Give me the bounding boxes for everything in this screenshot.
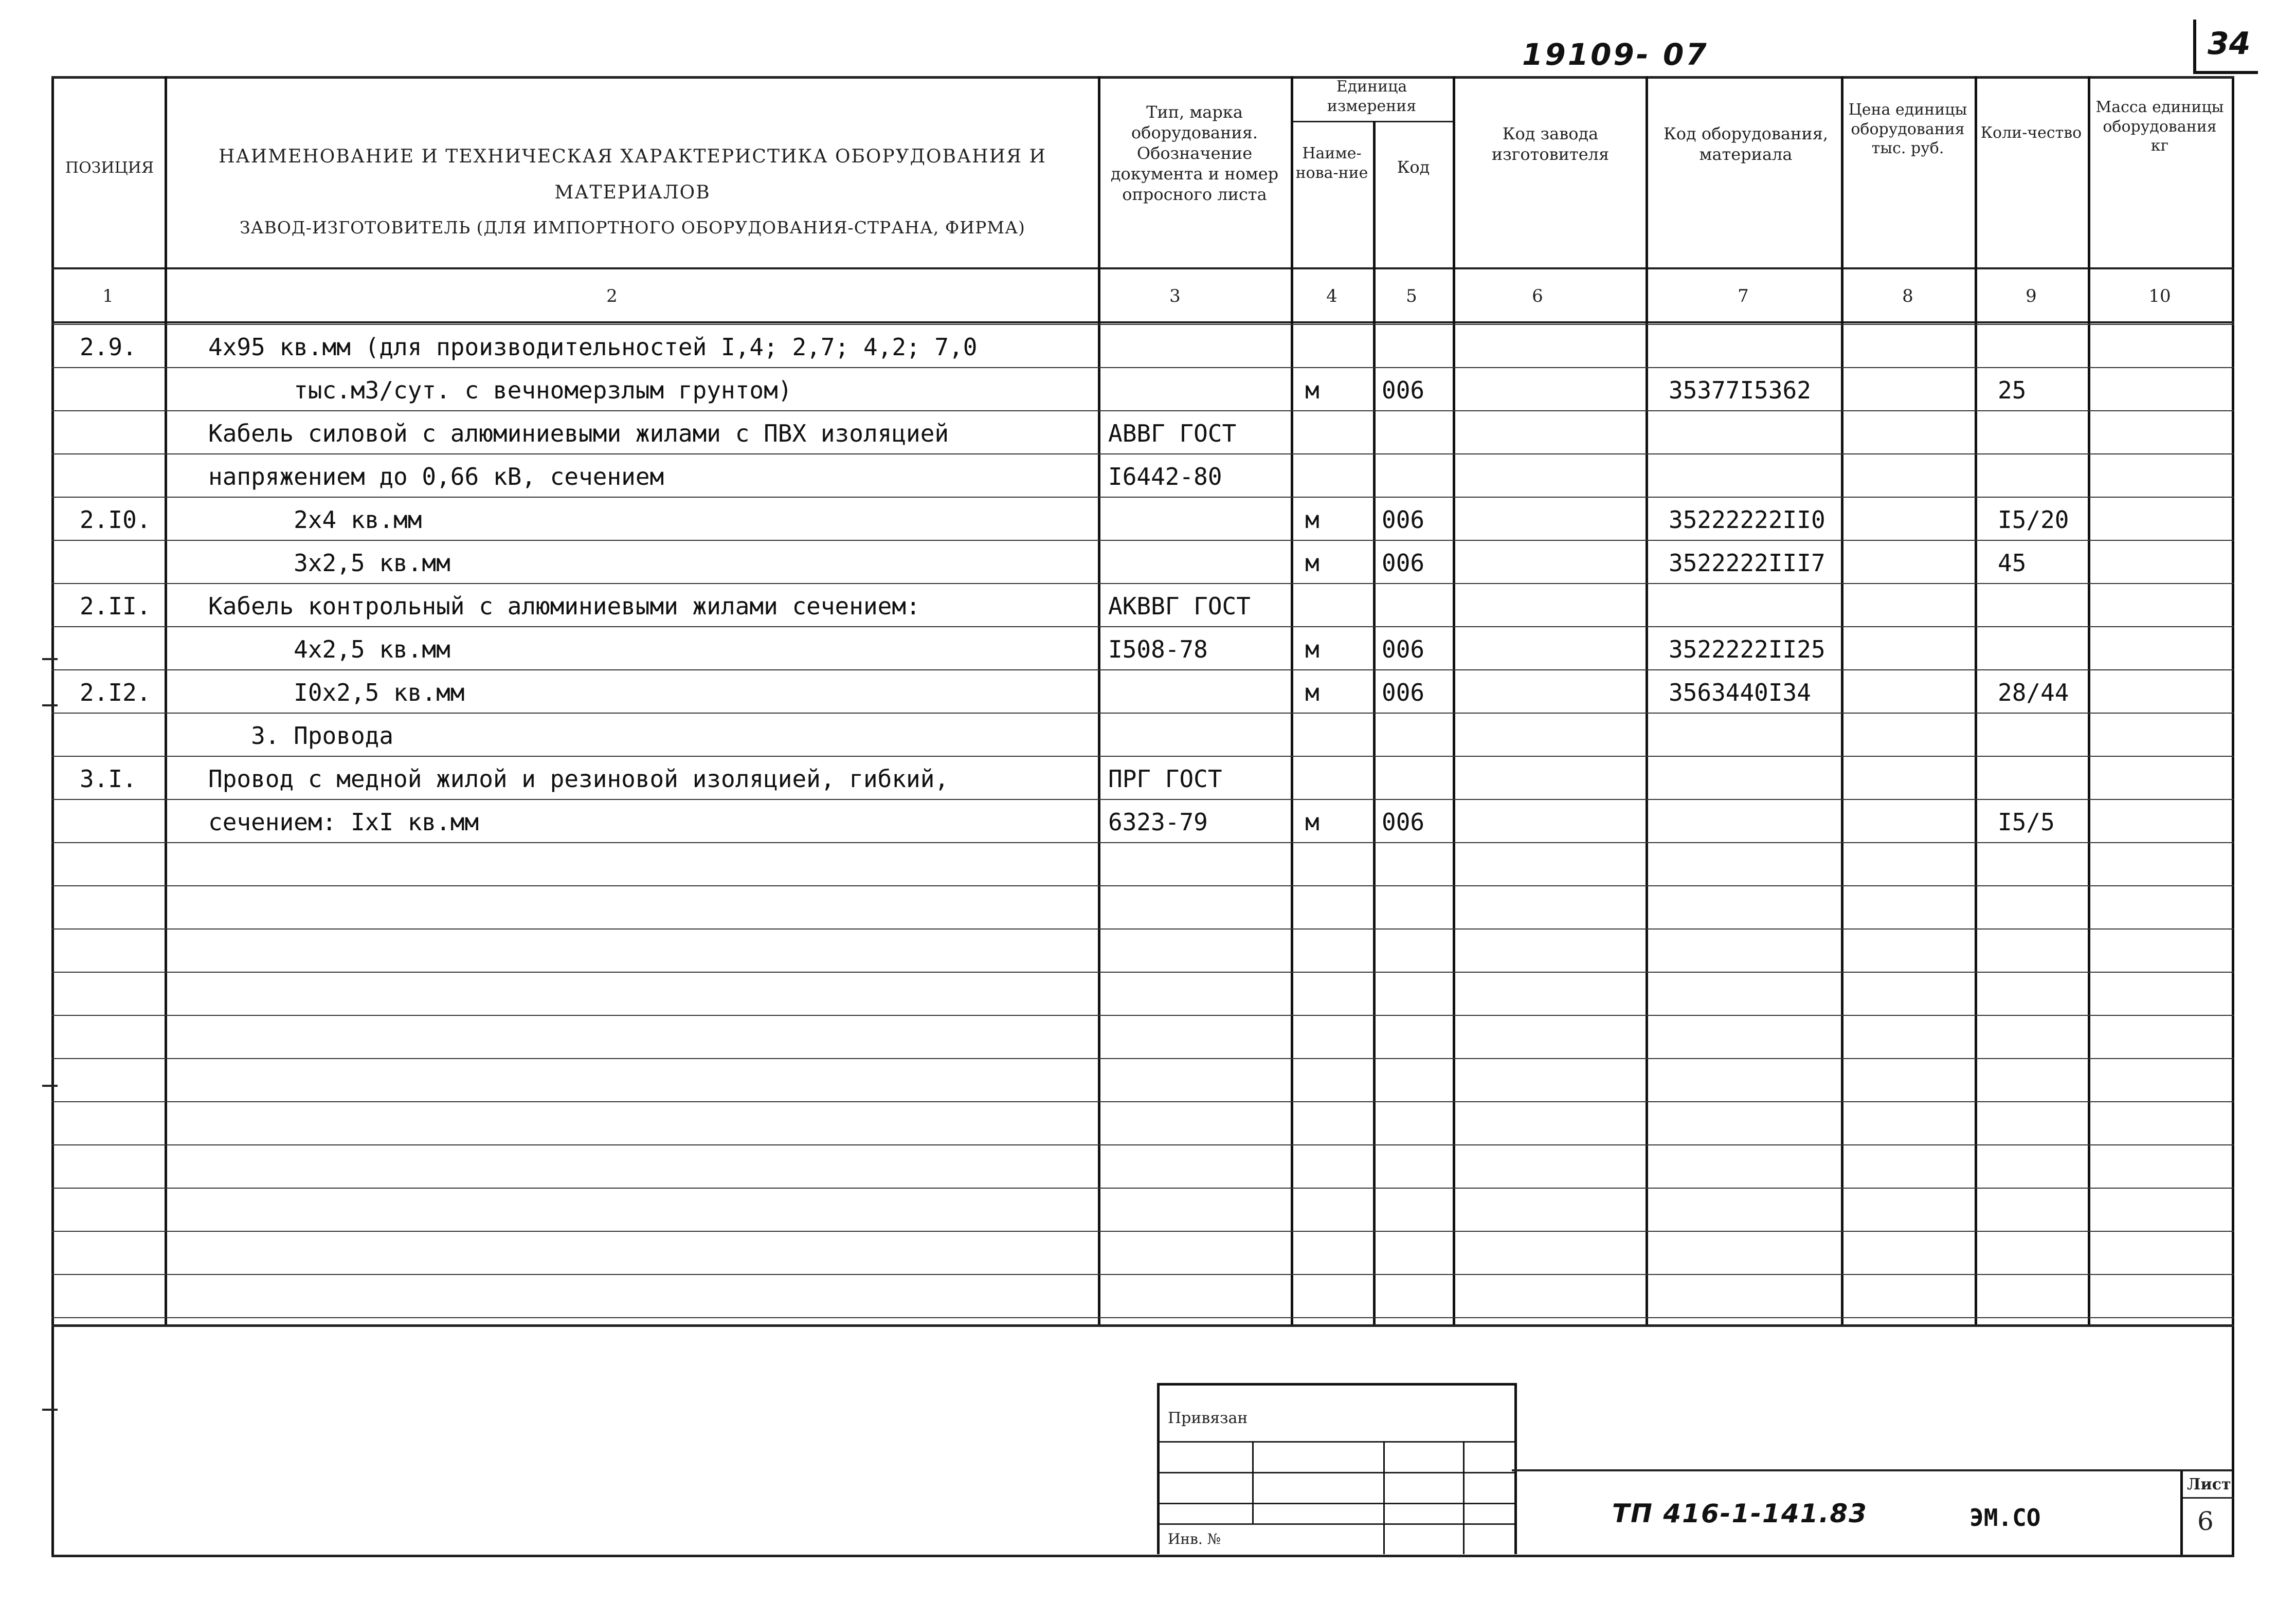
col-number-1: 1	[102, 286, 114, 306]
row-separator	[51, 1231, 2234, 1232]
row-position: 3.I.	[80, 765, 137, 793]
row-separator	[51, 1101, 2234, 1102]
header-unit-mass: Масса единицы оборудования кг	[2095, 98, 2224, 155]
row-separator	[51, 1274, 2234, 1275]
row-material-code: 3522222II25	[1669, 635, 1825, 663]
row-quantity: I5/5	[1998, 808, 2055, 836]
row-material-code: 3522222III7	[1669, 549, 1825, 577]
row-type: АВВГ ГОСТ	[1108, 420, 1237, 447]
row-separator	[51, 497, 2234, 498]
stamp-vline	[1463, 1441, 1465, 1554]
margin-tick	[42, 704, 58, 706]
row-name: Кабель силовой с алюминиевыми жилами с ПВХ изоляцией	[208, 420, 949, 447]
title-block-top	[1512, 1469, 2232, 1471]
table-bottom-line	[51, 1324, 2234, 1327]
row-separator	[51, 453, 2234, 454]
row-type: АКВВГ ГОСТ	[1108, 592, 1251, 620]
row-quantity: 25	[1998, 376, 2027, 404]
row-position: 2.II.	[80, 592, 151, 620]
margin-tick	[42, 1409, 58, 1411]
col-number-3: 3	[1169, 286, 1181, 306]
stamp-vline	[1252, 1441, 1254, 1523]
row-position: 2.I2.	[80, 679, 151, 706]
row-unit: м	[1305, 506, 1319, 534]
inventory-number-label: Инв. №	[1168, 1531, 1221, 1547]
row-separator	[51, 756, 2234, 757]
row-name: 3x2,5 кв.мм	[208, 549, 450, 577]
row-separator	[51, 1317, 2234, 1318]
row-name: тыс.м3/сут. с вечномерзлым грунтом)	[208, 376, 792, 404]
row-unit-code: 006	[1382, 549, 1425, 577]
row-unit-code: 006	[1382, 808, 1425, 836]
col-number-4: 4	[1326, 286, 1337, 306]
row-position: 2.I0.	[80, 506, 151, 534]
header-type: Тип, марка оборудования. Обозначение документа и номер опросного листа	[1110, 102, 1279, 204]
col-line-1	[165, 76, 167, 1325]
frame-bottom	[51, 1555, 2234, 1557]
col-line-8	[1975, 76, 1977, 1325]
row-separator	[51, 1188, 2234, 1189]
row-separator	[51, 1144, 2234, 1145]
row-name: сечением: IxI кв.мм	[208, 808, 479, 836]
col-line-3	[1291, 76, 1293, 1325]
sheet-label: Лист	[2187, 1476, 2231, 1493]
row-separator	[51, 367, 2234, 368]
page-number-top: 34	[2208, 26, 2251, 62]
header-quantity: Коли-чество	[1980, 124, 2082, 142]
stamp-line	[1160, 1503, 1514, 1504]
col-number-8: 8	[1902, 286, 1913, 306]
col-number-9: 9	[2026, 286, 2037, 306]
row-name: Кабель контрольный с алюминиевыми жилами сечением:	[208, 592, 920, 620]
row-unit-code: 006	[1382, 679, 1425, 706]
col-number-5: 5	[1406, 286, 1417, 306]
col-number-2: 2	[606, 286, 618, 306]
row-unit-code: 006	[1382, 635, 1425, 663]
row-unit: м	[1305, 808, 1319, 836]
header-position: ПОЗИЦИЯ	[65, 159, 154, 177]
row-name: 2x4 кв.мм	[208, 506, 422, 534]
frame-left	[51, 76, 54, 1557]
stamp-vline	[1383, 1441, 1385, 1554]
document-code-top: 19109- 07	[1522, 37, 1709, 72]
frame-top	[51, 76, 2234, 79]
row-name: напряжением до 0,66 кВ, сечением	[208, 463, 664, 490]
unit-group-line	[1291, 121, 1453, 122]
sheet-number: 6	[2197, 1506, 2214, 1536]
stamp-line	[1160, 1523, 1514, 1525]
binding-stamp	[1157, 1383, 1517, 1554]
margin-tick	[42, 1085, 58, 1087]
document-designation: ТП 416-1-141.83	[1612, 1499, 1868, 1528]
row-separator	[51, 583, 2234, 584]
row-quantity: 45	[1998, 549, 2027, 577]
row-separator	[51, 972, 2234, 973]
row-name: 4x2,5 кв.мм	[208, 635, 450, 663]
row-unit: м	[1305, 679, 1319, 706]
row-unit: м	[1305, 549, 1319, 577]
row-separator	[51, 713, 2234, 714]
row-type: 6323-79	[1108, 808, 1208, 836]
row-separator	[51, 1015, 2234, 1016]
row-quantity: I5/20	[1998, 506, 2069, 534]
row-name: Провод с медной жилой и резиновой изоляцией, гибкий,	[208, 765, 949, 793]
row-separator	[51, 669, 2234, 670]
header-unit-group: Единица измерения	[1327, 78, 1417, 115]
row-name: I0x2,5 кв.мм	[208, 679, 465, 706]
stamp-line	[1160, 1441, 1514, 1443]
header-unit-code: Код	[1397, 157, 1430, 177]
row-position: 2.9.	[80, 333, 137, 361]
sheet-code: ЭМ.СО	[1969, 1504, 2041, 1532]
row-name: 4x95 кв.мм (для производительностей I,4; 2,7; 4,2; 7,0	[208, 333, 978, 361]
row-separator	[51, 626, 2234, 627]
col-number-10: 10	[2148, 286, 2171, 306]
row-name: 3. Провода	[208, 722, 394, 750]
row-material-code: 35222222II0	[1669, 506, 1825, 534]
col-line-9	[2088, 76, 2090, 1325]
stamp-line	[1160, 1472, 1514, 1473]
sheet-box	[2180, 1470, 2234, 1555]
row-unit-code: 006	[1382, 506, 1425, 534]
header-name-line1: НАИМЕНОВАНИЕ И ТЕХНИЧЕСКАЯ ХАРАКТЕРИСТИКА ОБОРУДОВАНИЯ И	[219, 146, 1046, 167]
row-unit: м	[1305, 635, 1319, 663]
frame-right	[2232, 76, 2234, 1557]
binding-stamp-title: Привязан	[1168, 1409, 1248, 1427]
row-separator	[51, 885, 2234, 886]
header-unit-price: Цена единицы оборудования тыс. руб.	[1848, 101, 1967, 157]
row-separator	[51, 1058, 2234, 1059]
row-material-code: 35377I5362	[1669, 376, 1811, 404]
header-name-line3: ЗАВОД-ИЗГОТОВИТЕЛЬ (ДЛЯ ИМПОРТНОГО ОБОРУДОВАНИЯ-СТРАНА, ФИРМА)	[240, 217, 1025, 238]
col-line-7	[1841, 76, 1843, 1325]
header-bottom-line	[51, 267, 2234, 269]
row-separator	[51, 410, 2234, 411]
row-separator	[51, 842, 2234, 843]
row-separator	[51, 928, 2234, 930]
page-number-box	[2193, 20, 2258, 74]
row-type: ПРГ ГОСТ	[1108, 765, 1222, 793]
row-material-code: 3563440I34	[1669, 679, 1811, 706]
row-quantity: 28/44	[1998, 679, 2069, 706]
sheet-box-line	[2183, 1497, 2234, 1499]
row-separator	[51, 324, 2234, 325]
header-unit-name: Наиме-нова-ние	[1295, 144, 1368, 182]
row-type: I508-78	[1108, 635, 1208, 663]
header-name-line2: МАТЕРИАЛОВ	[554, 182, 711, 203]
column-numbers-bottom-line	[51, 321, 2234, 323]
row-separator	[51, 540, 2234, 541]
col-line-2	[1098, 76, 1100, 1325]
row-type: I6442-80	[1108, 463, 1222, 490]
header-material-code: Код оборудования, материала	[1663, 124, 1829, 164]
col-line-5	[1453, 76, 1455, 1325]
row-unit-code: 006	[1382, 376, 1425, 404]
header-factory-code: Код завода изготовителя	[1491, 124, 1610, 164]
col-line-6	[1646, 76, 1648, 1325]
row-unit: м	[1305, 376, 1319, 404]
col-number-6: 6	[1532, 286, 1543, 306]
row-separator	[51, 799, 2234, 800]
col-number-7: 7	[1738, 286, 1749, 306]
margin-tick	[42, 658, 58, 660]
